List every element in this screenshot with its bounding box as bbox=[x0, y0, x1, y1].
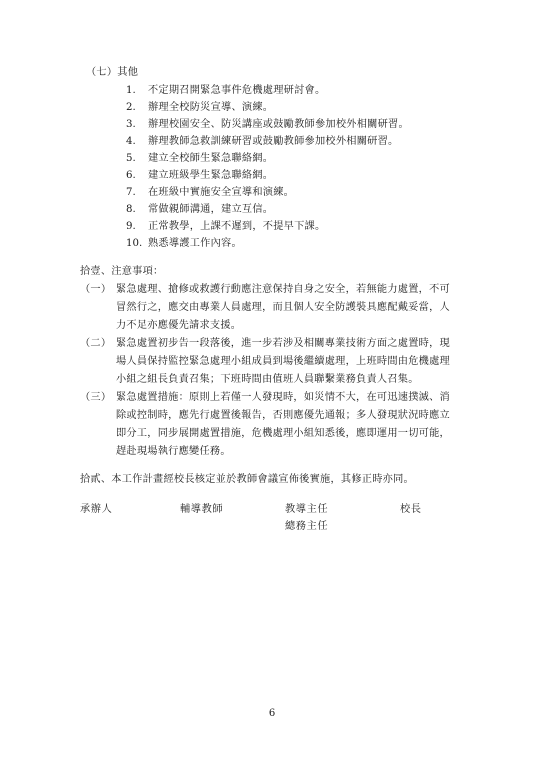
list-item-text: 辦理全校防災宣導、演練。 bbox=[148, 102, 274, 113]
list-item-number: 9. bbox=[126, 221, 136, 232]
list-item-text: 辦理校園安全、防災講座或鼓勵教師參加校外相關研習。 bbox=[148, 119, 409, 130]
notes-item-text: 緊急處置措施：原則上若僅一人發現時，如災情不大，在可迅速撲滅、消 bbox=[116, 392, 450, 403]
section-heading-other: （七）其他 bbox=[86, 67, 139, 78]
list-item-text: 建立全校師生緊急聯絡網。 bbox=[148, 153, 274, 164]
page-number: 6 bbox=[268, 708, 276, 719]
list-item-number: 5. bbox=[126, 153, 136, 164]
notes-item-label: （三） bbox=[80, 392, 112, 403]
notes-item-text: 小組之組長負責召集；下班時間由值班人員聯繫業務負責人召集。 bbox=[116, 374, 419, 385]
list-item-number: 10. bbox=[126, 238, 143, 249]
list-item-text: 正常教學，上課不遲到，不提早下課。 bbox=[148, 221, 326, 232]
list-item-number: 8. bbox=[126, 204, 136, 215]
list-item-text: 建立班級學生緊急聯絡網。 bbox=[148, 170, 274, 181]
notes-item-text: 趕赴現場執行應變任務。 bbox=[116, 446, 231, 457]
notes-item-label: （一） bbox=[80, 284, 112, 295]
list-item-text: 辦理教師急救訓練研習或鼓勵教師參加校外相關研習。 bbox=[148, 136, 399, 147]
list-item-text: 常做親師溝通，建立互信。 bbox=[148, 204, 274, 215]
signature-counselor: 輔導教師 bbox=[180, 504, 224, 515]
notes-item-text: 即分工，同步展開處置措施，危機處理小組知悉後，應即運用一切可能， bbox=[116, 428, 450, 439]
list-item-number: 2. bbox=[126, 102, 136, 113]
notes-item-text: 除或控制時，應先行處置後報告，否則應優先通報；多人發現狀況時應立 bbox=[116, 410, 450, 421]
list-item-number: 1. bbox=[126, 85, 136, 96]
list-item-text: 熟悉導護工作內容。 bbox=[148, 238, 242, 249]
list-item-number: 6. bbox=[126, 170, 136, 181]
notes-item-text: 場人員保持監控緊急處理小組成員到場後繼續處理，上班時間由危機處理 bbox=[116, 356, 450, 367]
list-item-text: 在班級中實施安全宣導和演練。 bbox=[148, 187, 295, 198]
list-item-number: 4. bbox=[126, 136, 136, 147]
signature-general-affairs-director: 總務主任 bbox=[285, 521, 329, 532]
section-final-text: 拾貳、本工作計畫經校長核定並於教師會議宣佈後實施，其修正時亦同。 bbox=[80, 474, 414, 485]
notes-item-text: 力不足亦應優先請求支援。 bbox=[116, 320, 242, 331]
signature-principal: 校長 bbox=[400, 504, 422, 515]
notes-item-text: 冒然行之，應交由專業人員處理，而且個人安全防護裝具應配戴妥當，人 bbox=[116, 302, 450, 313]
signature-academic-director: 教導主任 bbox=[285, 504, 329, 515]
notes-item-text: 緊急處理、搶修或救護行動應注意保持自身之安全，若無能力處置，不可 bbox=[116, 284, 450, 295]
list-item-number: 3. bbox=[126, 119, 136, 130]
notes-item-text: 緊急處置初步告一段落後，進一步若涉及相關專業技術方面之處置時，現 bbox=[116, 338, 450, 349]
signature-handler: 承辦人 bbox=[80, 504, 113, 515]
list-item-text: 不定期召開緊急事件危機處理研討會。 bbox=[148, 85, 326, 96]
notes-item-label: （二） bbox=[80, 338, 112, 349]
list-item-number: 7. bbox=[126, 187, 136, 198]
section-heading-notes: 拾壹、注意事項： bbox=[80, 266, 164, 277]
